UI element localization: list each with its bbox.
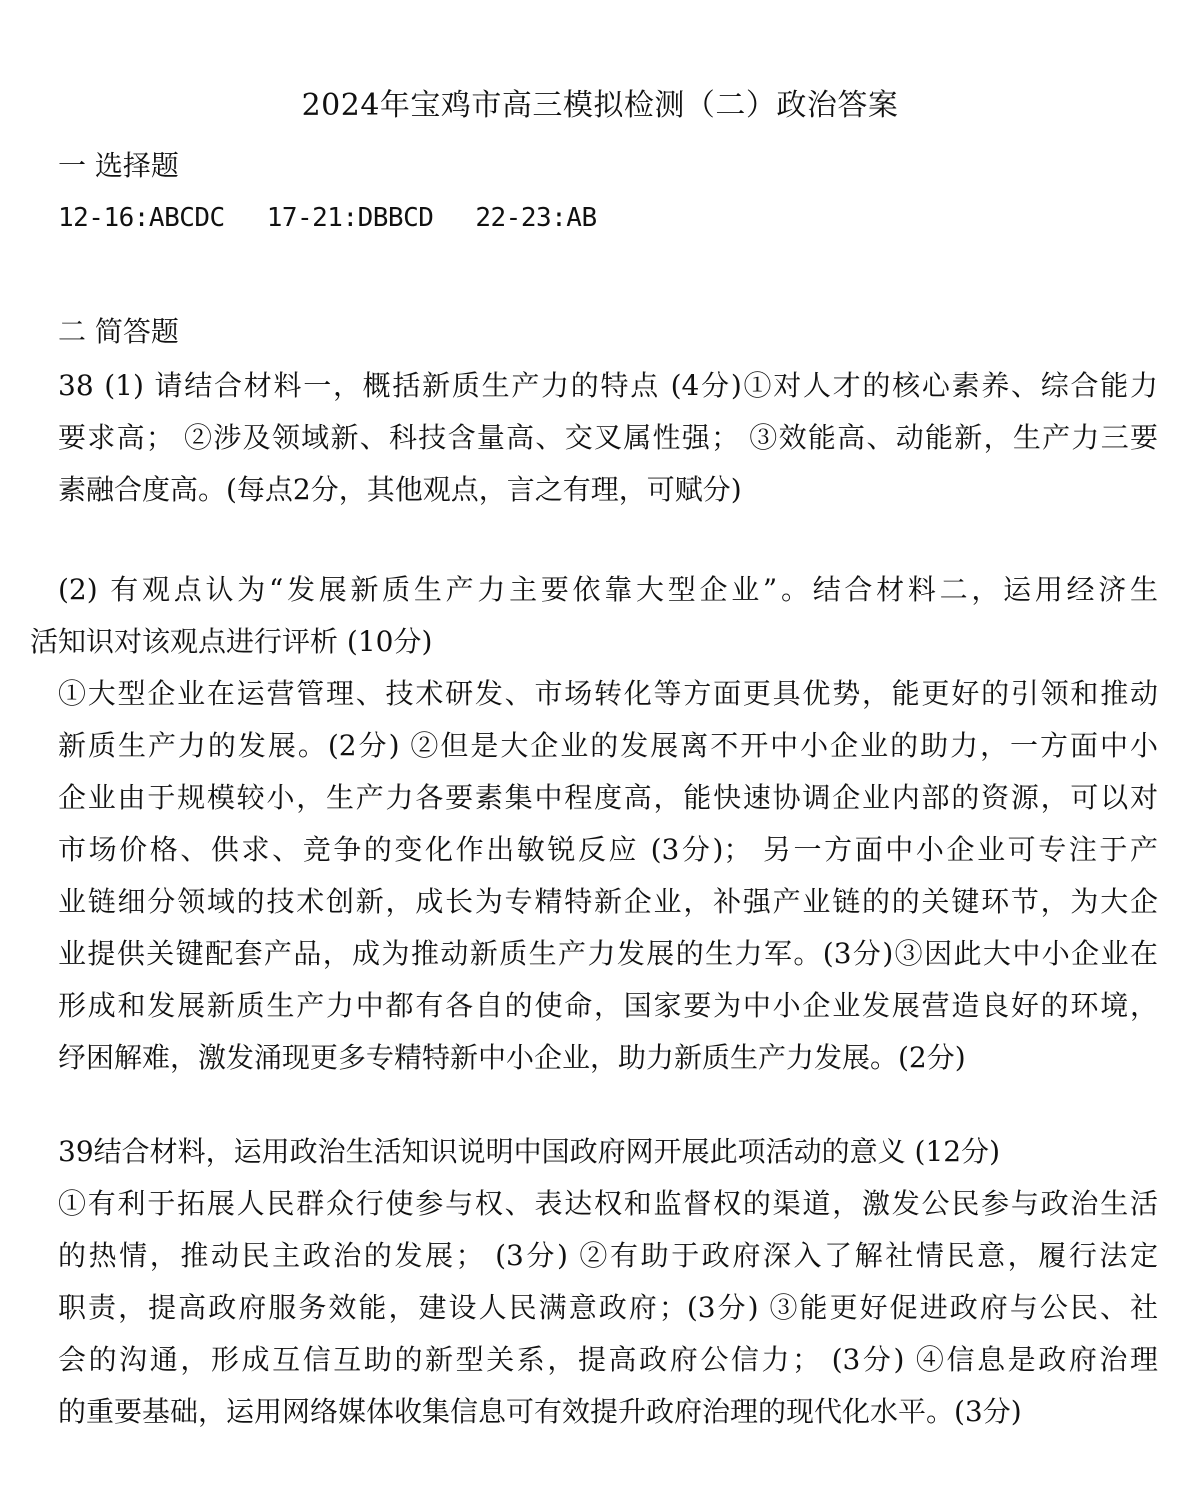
text-line: 活知识对该观点进行评析 (10分) bbox=[30, 625, 433, 658]
text-line: 会的沟通，形成互信互助的新型关系，提高政府公信力； (3分) ④信息是政府治理 bbox=[58, 1343, 1158, 1376]
answer-group: 17-21:DBBCD bbox=[266, 203, 434, 233]
text-line: 企业由于规模较小，生产力各要素集中程度高，能快速协调企业内部的资源，可以对 bbox=[58, 781, 1158, 814]
text-line: 要求高； ②涉及领域新、科技含量高、交叉属性强； ③效能高、动能新，生产力三要 bbox=[58, 421, 1158, 454]
question-38-part-2-prompt bbox=[30, 564, 1158, 668]
text-line: 职责，提高政府服务效能，建设人民满意政府；(3分) ③能更好促进政府与公民、社 bbox=[58, 1291, 1158, 1324]
text-line: 的重要基础，运用网络媒体收集信息可有效提升政府治理的现代化水平。(3分) bbox=[58, 1395, 1022, 1428]
question-38-part-1 bbox=[58, 360, 1158, 516]
answer-group: 12-16:ABCDC bbox=[58, 203, 225, 233]
text-line: (2) 有观点认为“发展新质生产力主要依靠大型企业”。结合材料二，运用经济生 bbox=[58, 573, 1158, 606]
text-line: 纾困解难，激发涌现更多专精特新中小企业，助力新质生产力发展。(2分) bbox=[58, 1041, 966, 1074]
text-line: 38 (1) 请结合材料一，概括新质生产力的特点 (4分)①对人才的核心素养、综合能力 bbox=[58, 369, 1158, 402]
text-line: 市场价格、供求、竞争的变化作出敏锐反应 (3分)； 另一方面中小企业可专注于产 bbox=[58, 833, 1158, 866]
text-line: 新质生产力的发展。(2分) ②但是大企业的发展离不开中小企业的助力，一方面中小 bbox=[58, 729, 1158, 762]
answer-group: 22-23:AB bbox=[475, 203, 597, 233]
text-line: 素融合度高。(每点2分，其他观点，言之有理，可赋分) bbox=[58, 473, 742, 506]
text-line: ①有利于拓展人民群众行使参与权、表达权和监督权的渠道，激发公民参与政治生活 bbox=[58, 1187, 1158, 1220]
multiple-choice-answers bbox=[58, 198, 639, 238]
section-heading-multiple-choice: 一 选择题 bbox=[58, 149, 179, 182]
section-heading-short-answer: 二 简答题 bbox=[58, 315, 179, 348]
text-line: 业链细分领域的技术创新，成长为专精特新企业，补强产业链的的关键环节，为大企 bbox=[58, 885, 1158, 918]
document-title: 2024年宝鸡市高三模拟检测（二）政治答案 bbox=[301, 88, 899, 123]
question-38-part-2-answer bbox=[58, 668, 1158, 1084]
text-line: 的热情，推动民主政治的发展； (3分) ②有助于政府深入了解社情民意，履行法定 bbox=[58, 1239, 1158, 1272]
text-line: 39结合材料，运用政治生活知识说明中国政府网开展此项活动的意义 (12分) bbox=[58, 1135, 1001, 1168]
text-line: ①大型企业在运营管理、技术研发、市场转化等方面更具优势，能更好的引领和推动 bbox=[58, 677, 1158, 710]
text-line: 形成和发展新质生产力中都有各自的使命，国家要为中小企业发展营造良好的环境， bbox=[58, 989, 1158, 1022]
question-39 bbox=[58, 1126, 1158, 1438]
text-line: 业提供关键配套产品，成为推动新质生产力发展的生力军。(3分)③因此大中小企业在 bbox=[58, 937, 1158, 970]
